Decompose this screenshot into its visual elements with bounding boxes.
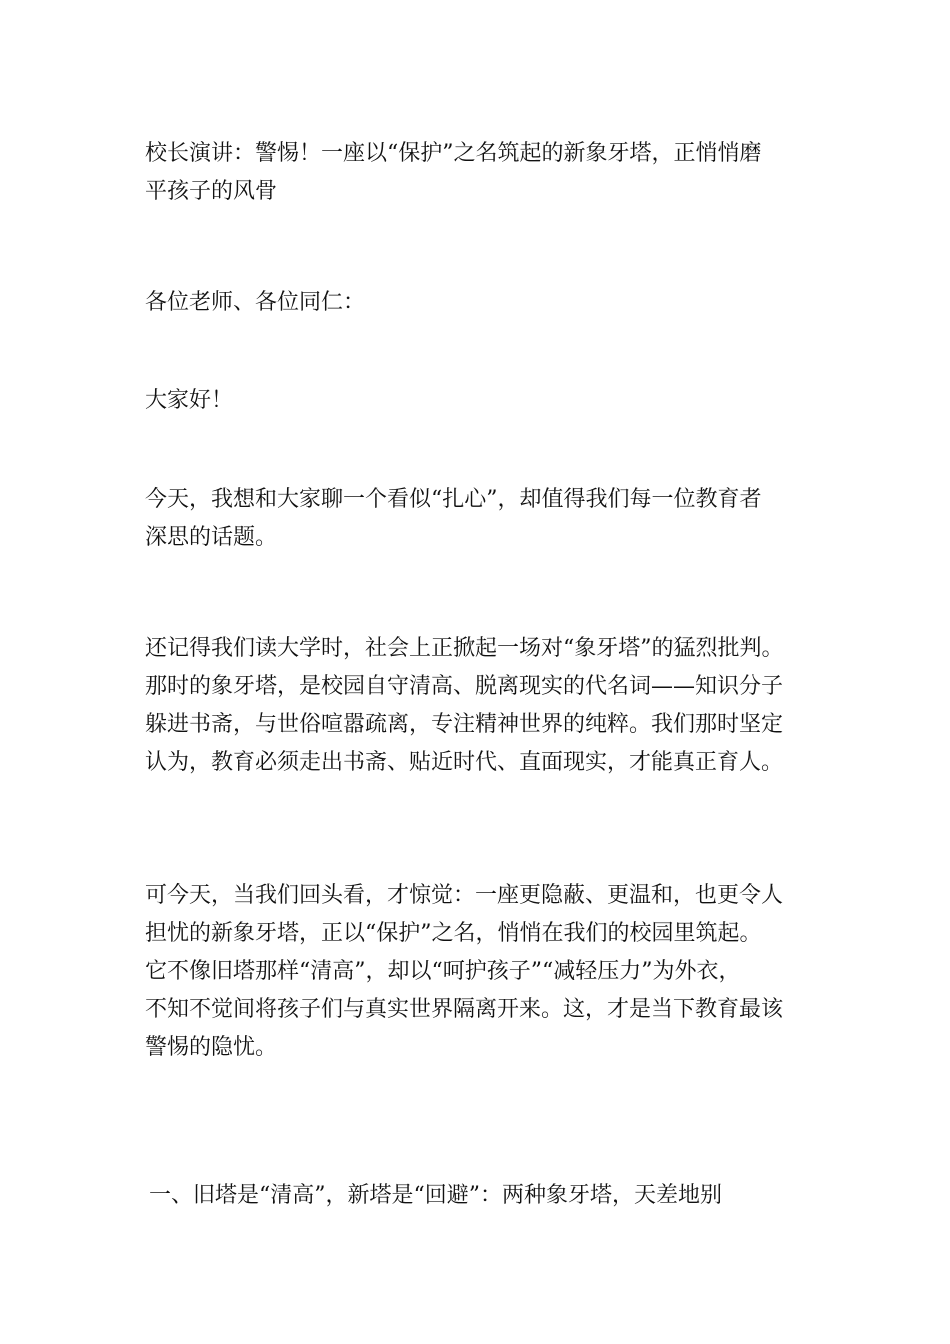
paragraph-3-line-5: 警惕的隐忧。 <box>145 1035 278 1060</box>
paragraph-3-line-2: 担忧的新象牙塔，正以“保护”之名，悄悄在我们的校园里筑起。 <box>145 921 762 946</box>
title-line-2: 平孩子的风骨 <box>145 179 278 204</box>
section-heading-1-line: 一、旧塔是“清高”，新塔是“回避”：两种象牙塔，天差地别 <box>149 1183 722 1208</box>
paragraph-1-line-2: 深思的话题。 <box>145 525 278 550</box>
paragraph-2-line-4: 认为，教育必须走出书斋、贴近时代、直面现实，才能真正育人。 <box>145 750 784 775</box>
paragraph-2 <box>145 630 835 782</box>
paragraph-3-line-4: 不知不觉间将孩子们与真实世界隔离开来。这，才是当下教育最该 <box>145 997 784 1022</box>
greeting <box>145 382 835 420</box>
paragraph-1-line-1: 今天，我想和大家聊一个看似“扎心”，却值得我们每一位教育者 <box>145 487 762 512</box>
paragraph-3 <box>145 877 835 1067</box>
section-heading-1 <box>149 1177 839 1215</box>
paragraph-2-line-2: 那时的象牙塔，是校园自守清高、脱离现实的代名词——知识分子 <box>145 674 784 699</box>
paragraph-2-line-1: 还记得我们读大学时，社会上正掀起一场对“象牙塔”的猛烈批判。 <box>145 636 784 661</box>
salutation-line: 各位老师、各位同仁： <box>145 290 366 315</box>
paragraph-3-line-1: 可今天，当我们回头看，才惊觉：一座更隐蔽、更温和，也更令人 <box>145 883 784 908</box>
paragraph-3-line-3: 它不像旧塔那样“清高”，却以“呵护孩子”“减轻压力”为外衣， <box>145 959 741 984</box>
greeting-line: 大家好！ <box>145 388 234 413</box>
salutation <box>145 284 835 322</box>
paragraph-2-line-3: 躲进书斋，与世俗喧嚣疏离，专注精神世界的纯粹。我们那时坚定 <box>145 712 784 737</box>
speech-title <box>145 135 835 211</box>
title-line-1: 校长演讲：警惕！一座以“保护”之名筑起的新象牙塔，正悄悄磨 <box>145 141 762 166</box>
paragraph-1 <box>145 481 835 557</box>
